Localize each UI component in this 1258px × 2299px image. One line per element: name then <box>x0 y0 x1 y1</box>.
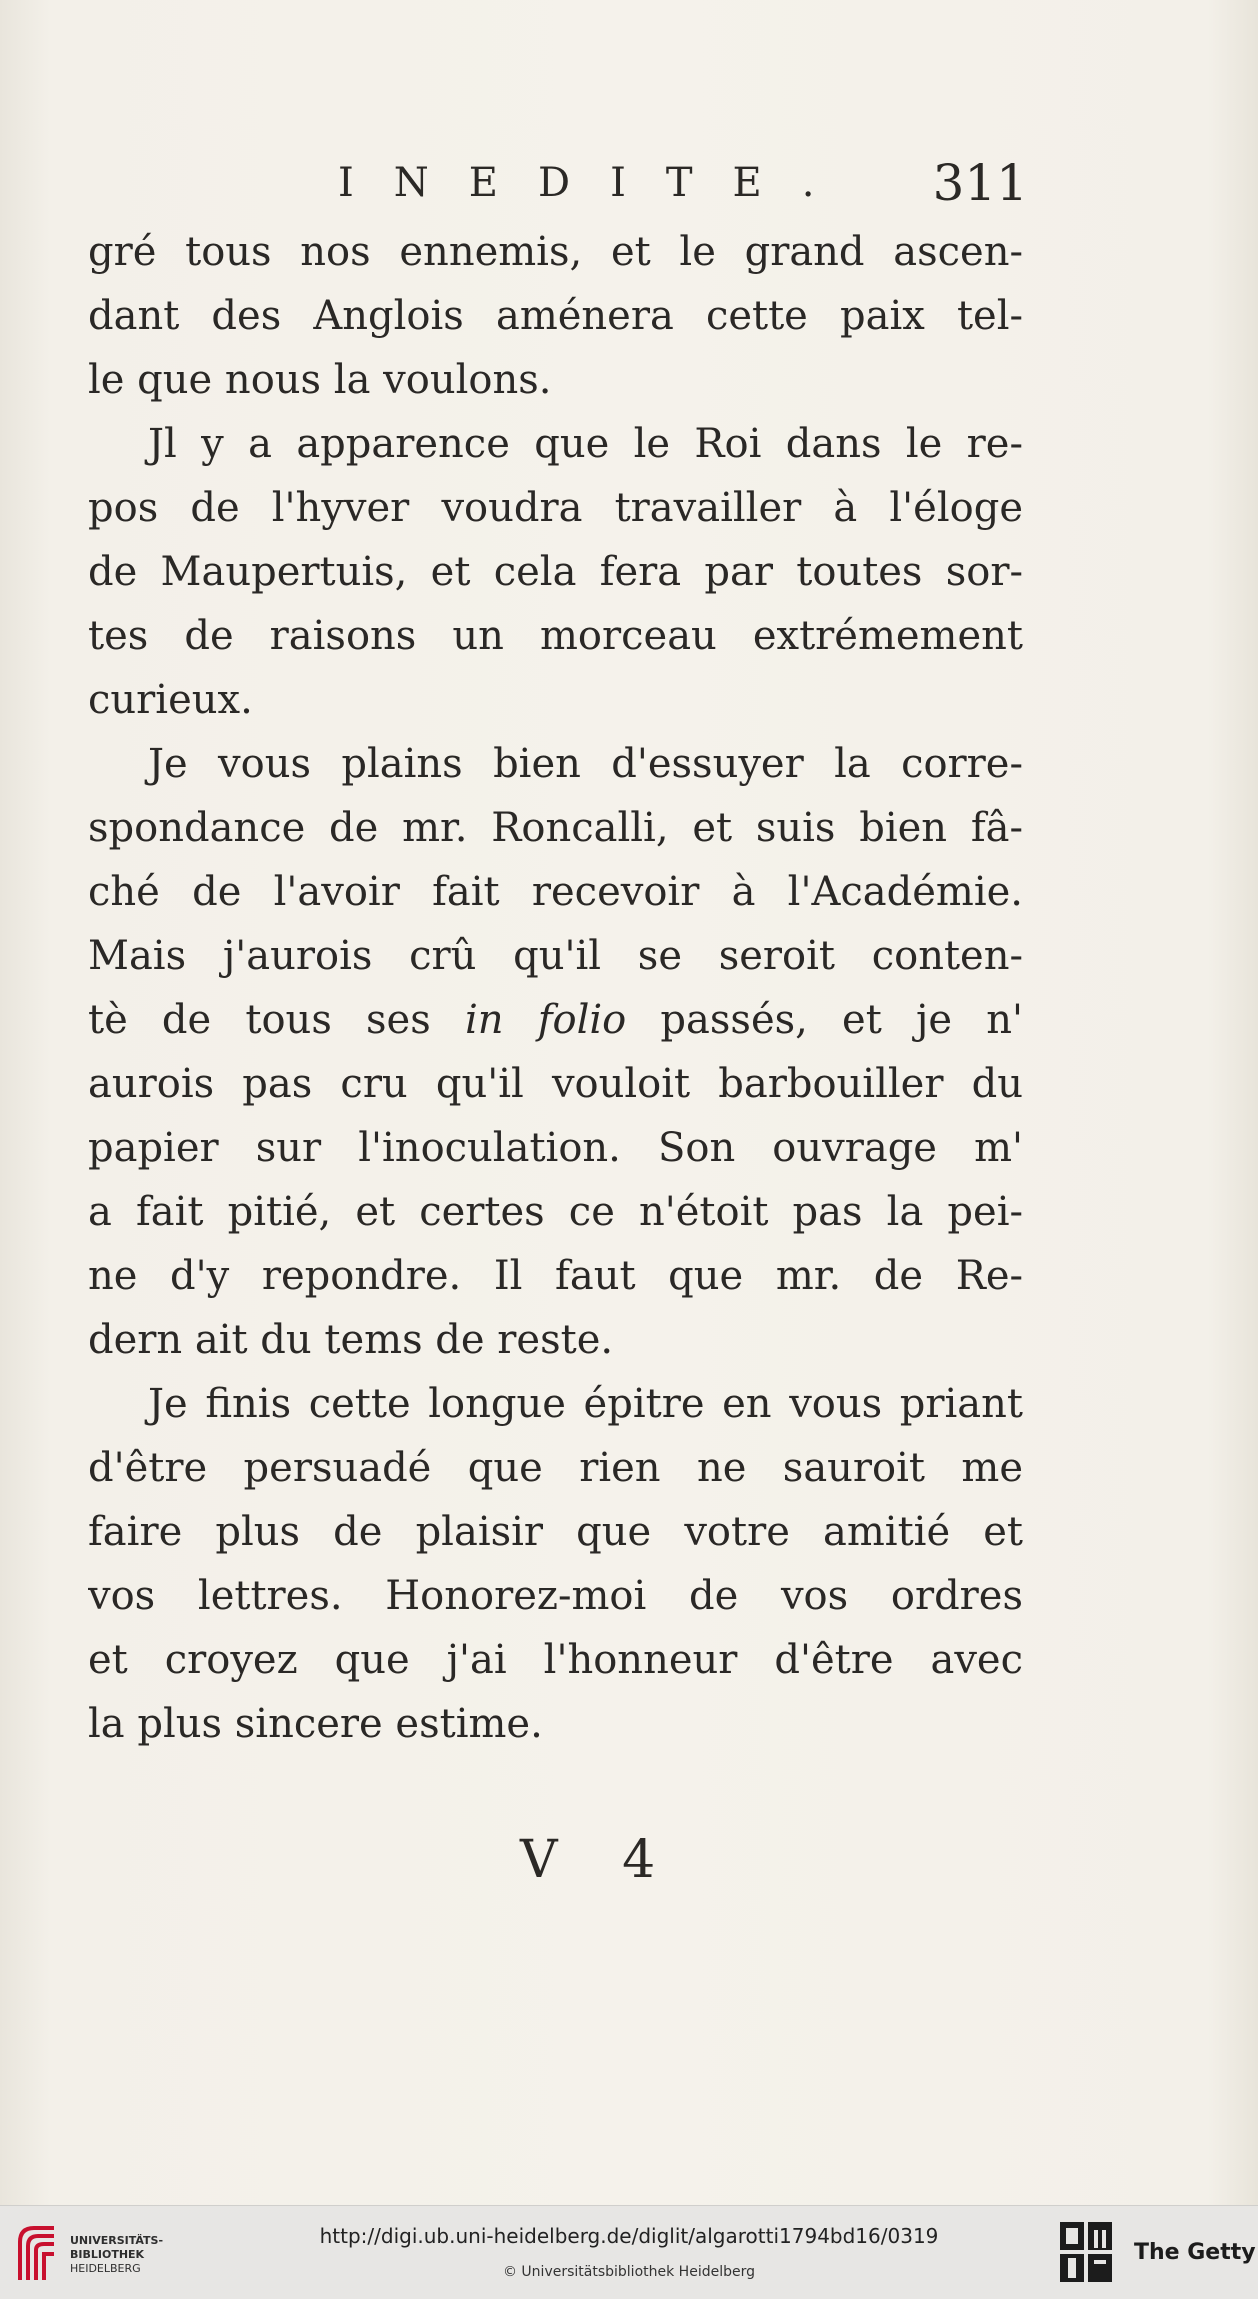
page-number: 311 <box>932 154 1028 212</box>
text-line: vos lettres. Honorez-moi de vos ordres <box>88 1573 1023 1619</box>
text-line: ché de l'avoir fait recevoir à l'Académie. <box>88 869 1023 915</box>
text-line: pos de l'hyver voudra travailler à l'éloge <box>88 485 1023 531</box>
text-line: et croyez que j'ai l'honneur d'être avec <box>88 1637 1023 1683</box>
text-line: tes de raisons un morceau extrémement <box>88 613 1023 659</box>
text-line: curieux. <box>88 677 253 723</box>
institution-line-3: HEIDELBERG <box>70 2262 141 2275</box>
body-text <box>88 220 1023 1756</box>
footer-bar <box>0 2205 1258 2299</box>
text-line: tè de tous ses in folio passés, et je n' <box>88 997 1023 1043</box>
text-line: Je vous plains bien d'essuyer la corre- <box>148 741 1023 787</box>
text-line: papier sur l'inoculation. Son ouvrage m' <box>88 1125 1023 1171</box>
running-title: INEDITE. <box>338 160 855 206</box>
getty-label: The Getty <box>1134 2240 1256 2265</box>
signature-mark: V 4 <box>520 1830 680 1890</box>
getty-logo-icon <box>1058 2220 1114 2286</box>
text-line: le que nous la voulons. <box>88 357 552 403</box>
text-line: dant des Anglois aménera cette paix tel- <box>88 293 1023 339</box>
text-line: d'être persuadé que rien ne sauroit me <box>88 1445 1023 1491</box>
text-line: aurois pas cru qu'il vouloit barbouiller du <box>88 1061 1023 1107</box>
text-line: dern ait du tems de reste. <box>88 1317 614 1363</box>
institution-line-1: UNIVERSITÄTS- <box>70 2234 164 2247</box>
text-line: la plus sincere estime. <box>88 1701 543 1747</box>
text-line: a fait pitié, et certes ce n'étoit pas la pei- <box>88 1189 1023 1235</box>
text-line: de Maupertuis, et cela fera par toutes sor- <box>88 549 1023 595</box>
text-line: Mais j'aurois crû qu'il se seroit conten- <box>88 933 1023 979</box>
text-line: ne d'y repondre. Il faut que mr. de Re- <box>88 1253 1023 1299</box>
running-head <box>88 150 1028 220</box>
text-line: gré tous nos ennemis, et le grand ascen- <box>88 229 1023 275</box>
italic-phrase: in folio <box>464 997 627 1043</box>
text-line: faire plus de plaisir que votre amitié et <box>88 1509 1023 1555</box>
permalink-url[interactable]: http://digi.ub.uni-heidelberg.de/diglit/algarotti1794bd16/0319 <box>319 2224 939 2248</box>
text-line: Je finis cette longue épitre en vous priant <box>148 1381 1023 1427</box>
copyright-notice: © Universitätsbibliothek Heidelberg <box>502 2264 755 2280</box>
institution-line-2: BIBLIOTHEK <box>70 2248 145 2261</box>
text-line: spondance de mr. Roncalli, et suis bien fâ- <box>88 805 1023 851</box>
text-line: Jl y a apparence que le Roi dans le re- <box>148 421 1023 467</box>
